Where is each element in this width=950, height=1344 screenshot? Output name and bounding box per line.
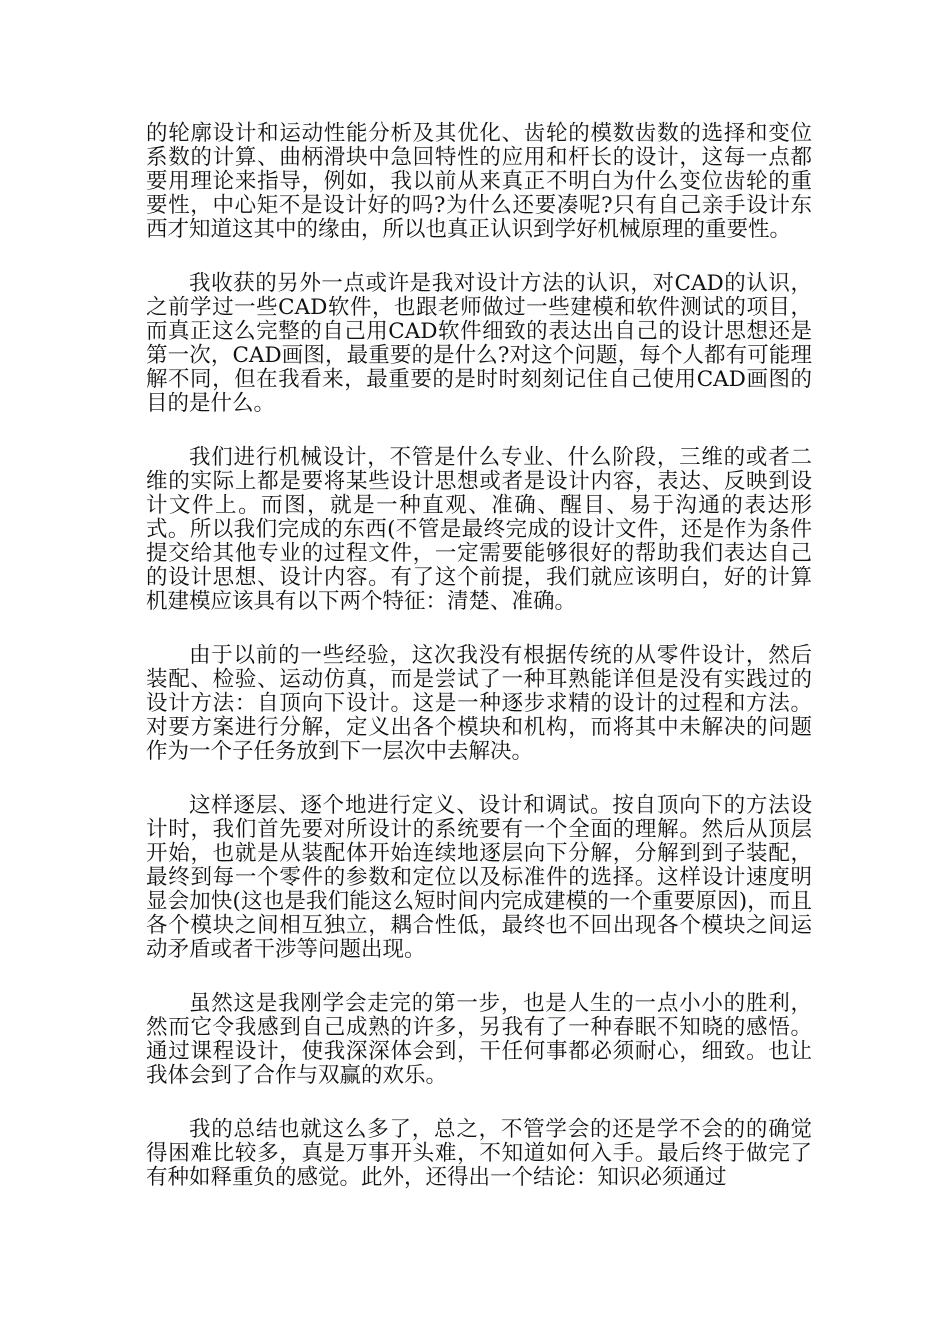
paragraph: 我的总结也就这么多了，总之，不管学会的还是学不会的的确觉得困难比较多，真是万事开头难，不知道如何入手。最后终于做完了有种如释重负的感觉。此外，还得出一个结论：知识必须通过 (146, 1117, 812, 1190)
paragraph: 由于以前的一些经验，这次我没有根据传统的从零件设计，然后装配、检验、运动仿真，而是尝试了一种耳熟能详但是没有实践过的设计方法：自顶向下设计。这是一种逐步求精的设计的过程和方法。对要方案进行分解，定义出各个模块和机构，而将其中未解决的问题作为一个子任务放到下一层次中去解决。 (146, 643, 812, 764)
document-body (146, 122, 812, 1190)
paragraph: 我们进行机械设计，不管是什么专业、什么阶段，三维的或者二维的实际上都是要将某些设计思想或者是设计内容，表达、反映到设计文件上。而图，就是一种直观、准确、醒目、易于沟通的表达形式。所以我们完成的东西(不管是最终完成的设计文件，还是作为条件提交给其他专业的过程文件，一定需要能够很好的帮助我们表达自己的设计思想、设计内容。有了这个前提，我们就应该明白，好的计算机建模应该具有以下两个特征：清楚、准确。 (146, 445, 812, 614)
paragraph: 我收获的另外一点或许是我对设计方法的认识，对CAD的认识，之前学过一些CAD软件，也跟老师做过一些建模和软件测试的项目，而真正这么完整的自己用CAD软件细致的表达出自己的设计思想还是第一次，CAD画图，最重要的是什么?对这个问题，每个人都有可能理解不同，但在我看来，最重要的是时时刻刻记住自己使用CAD画图的目的是什么。 (146, 271, 812, 416)
paragraph: 的轮廓设计和运动性能分析及其优化、齿轮的模数齿数的选择和变位系数的计算、曲柄滑块中急回特性的应用和杆长的设计，这每一点都要用理论来指导，例如，我以前从来真正不明白为什么变位齿轮的重要性，中心矩不是设计好的吗?为什么还要凑呢?只有自己亲手设计东西才知道这其中的缘由，所以也真正认识到学好机械原理的重要性。 (146, 121, 812, 242)
paragraph: 这样逐层、逐个地进行定义、设计和调试。按自顶向下的方法设计时，我们首先要对所设计的系统要有一个全面的理解。然后从顶层开始，也就是从装配体开始连续地逐层向下分解，分解到到子装配，最终到每一个零件的参数和定位以及标准件的选择。这样设计速度明显会加快(这也是我们能这么短时间内完成建模的一个重要原因)，而且各个模块之间相互独立，耦合性低，最终也不回出现各个模块之间运动矛盾或者干涉等问题出现。 (146, 793, 812, 962)
paragraph: 虽然这是我刚学会走完的第一步，也是人生的一点小小的胜利，然而它令我感到自己成熟的许多，另我有了一种春眠不知晓的感悟。通过课程设计，使我深深体会到，干任何事都必须耐心，细致。也让我体会到了合作与双赢的欢乐。 (146, 991, 812, 1088)
